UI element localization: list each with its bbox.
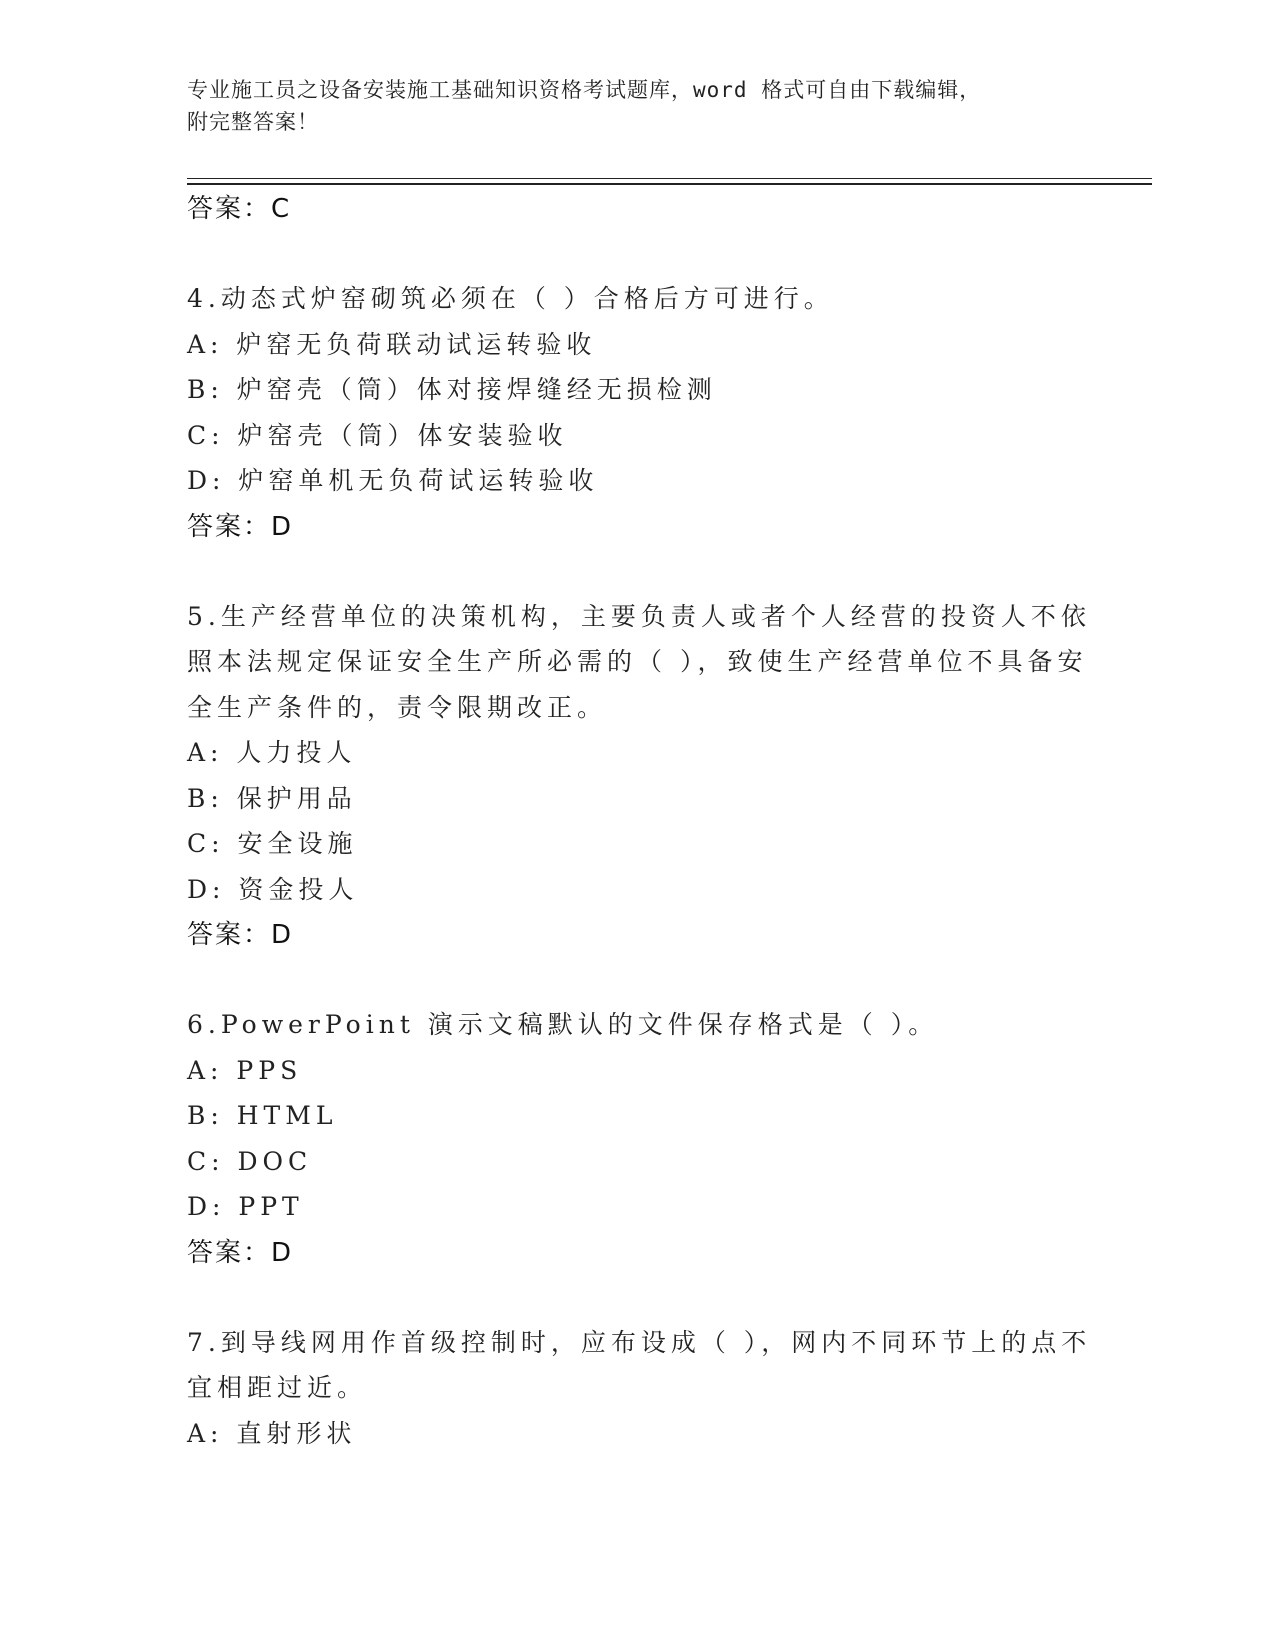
question-text: 照本法规定保证安全生产所必需的（ ），致使生产经营单位不具备安 [187,647,1088,676]
page-header [187,74,1087,138]
header-divider-thick [187,183,1152,185]
option-d: D: 炉窑单机无负荷试运转验收 [187,466,599,495]
answer-label: 答案：D [187,511,294,542]
header-line-1: 专业施工员之设备安装施工基础知识资格考试题库，word 格式可自由下载编辑， [187,78,982,102]
question-text: 全生产条件的，责令限期改正。 [187,692,608,722]
option-c: C: 炉窑壳（筒）体安装验收 [187,420,568,450]
answer-label: 答案：C [187,194,292,224]
option-b: B: 保护用品 [187,783,357,813]
option-d: D: PPT [187,1192,304,1221]
question-item [187,1320,1092,1457]
option-a: A: 直射形状 [187,1418,357,1448]
answer-label: 答案：D [187,1237,294,1268]
option-b: B: HTML [187,1101,338,1130]
question-text: 6.PowerPoint 演示文稿默认的文件保存格式是（ ）。 [187,1010,939,1039]
question-text: 5.生产经营单位的决策机构，主要负责人或者个人经营的投资人不依 [187,601,1091,631]
option-b: B: 炉窑壳（筒）体对接焊缝经无损检测 [187,375,717,404]
option-d: D: 资金投人 [187,874,359,904]
option-a: A: 人力投人 [187,738,357,767]
question-text: 7.到导线网用作首级控制时，应布设成（ ），网内不同环节上的点不 [187,1327,1092,1357]
question-text: 4.动态式炉窑砌筑必须在（ ）合格后方可进行。 [187,284,834,313]
question-item [187,1002,1087,1276]
question-text: 宜相距过近。 [187,1373,368,1402]
header-line-2: 附完整答案！ [187,110,319,134]
question-item [187,276,1087,550]
option-c: C: 安全设施 [187,829,358,858]
option-c: C: DOC [187,1146,313,1176]
option-a: A: PPS [187,1055,303,1085]
question-item [187,594,1091,959]
question-list [187,186,1092,1456]
header-divider-thin [187,178,1152,179]
answer-label: 答案：D [187,920,294,950]
option-a: A: 炉窑无负荷联动试运转验收 [187,329,597,359]
